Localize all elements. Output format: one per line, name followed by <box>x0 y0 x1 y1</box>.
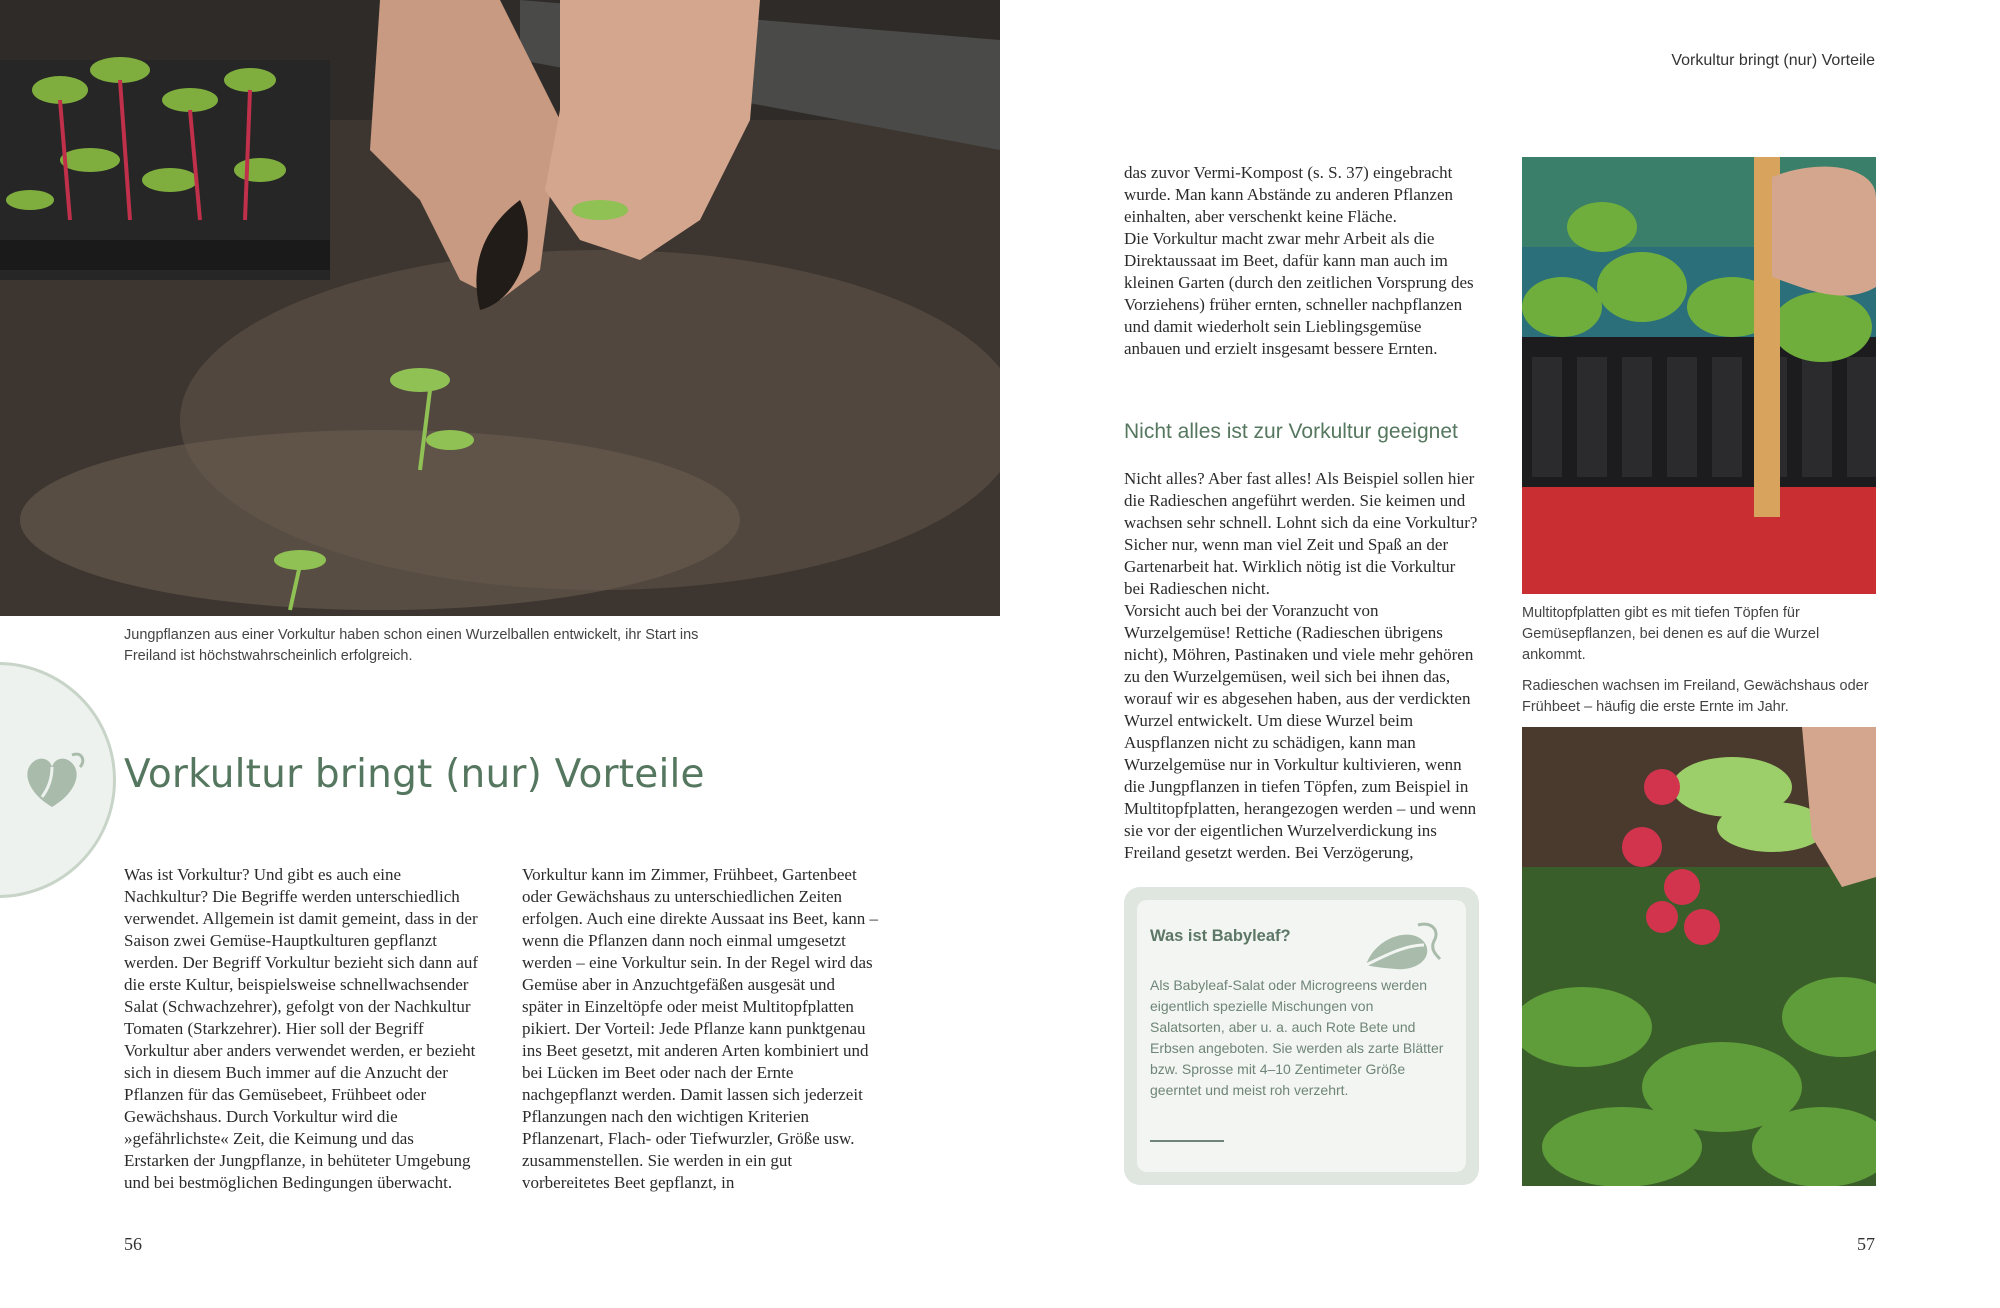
page-title: Vorkultur bringt (nur) Vorteile <box>124 752 705 797</box>
body-column-3b <box>1124 468 1480 864</box>
leaf-heart-icon <box>18 745 86 813</box>
info-box-title: Was ist Babyleaf? <box>1150 927 1291 945</box>
body-paragraph: Was ist Vorkultur? Und gibt es auch eine Nachkultur? Die Begriffe werden unterschiedlich verwendet. Allgemein ist damit gemeint, dass in der Saison zwei Gemüse-Hauptkulturen gepflanzt werden. Der Begriff Vorkultur bezieht sich dann auf die erste Kultur, beispielsweise schnellwachsender Salat (Schwachzehrer), gefolgt von der Nachkultur Tomaten (Starkzehrer). Hier soll der Begriff Vorkultur aber anders verwendet werden, er bezieht sich in diesem Buch immer auf die Anzucht der Pflanzen für das Gemüsebeet, Frühbeet oder Gewächshaus. Durch Vorkultur wird die »gefährlichste« Zeit, die Keimung und das Erstarken der Jungpflanze, in behüteter Umgebung und bei bestmöglichen Bedingungen überwacht. <box>124 865 479 1192</box>
radish-photo-caption: Radieschen wachsen im Freiland, Gewächshaus oder Frühbeet – häufig die erste Ernte im Jahr. <box>1522 678 1869 715</box>
section-subheading: Nicht alles ist zur Vorkultur geeignet <box>1124 420 1458 443</box>
body-paragraph: Nicht alles? Aber fast alles! Als Beispiel sollen hier die Radieschen angeführt werden. Sie keimen und wachsen sehr schnell. Lohnt sich da eine Vorkultur? Sicher nur, wenn man viel Zeit und Spaß an der Gartenarbeit hat. Wirklich nötig ist die Vorkultur bei Radieschen nicht. <box>1124 469 1478 598</box>
body-paragraph: Vorkultur kann im Zimmer, Frühbeet, Gartenbeet oder Gewächshaus zu unterschiedlichen Zeiten erfolgen. Auch eine direkte Aussaat ins Beet, kann – wenn die Pflanzen dann noch einmal umgesetzt werden – eine Vorkultur sein. In der Regel wird das Gemüse aber in Anzuchtgefäßen ausgesät und später in Einzeltöpfe oder meist Multitopfplatten pikiert. Der Vorteil: Jede Pflanze kann punktgenau ins Beet gesetzt, mit anderen Arten kombiniert und bei Lücken im Beet oder nach der Ernte nachgepflanzt werden. Damit lassen sich jederzeit Pflanzungen nach den wichtigen Kriterien Pflanzenart, Flach- oder Tiefwurzler, Größe usw. zusammenstellen. Sie werden in ein gut vorbereitetes Beet gepflanzt, in <box>522 865 878 1192</box>
body-paragraph: Vorsicht auch bei der Voranzucht von Wurzelgemüse! Rettiche (Radieschen übrigens nicht), Möhren, Pastinaken und viele mehr gehören zu den Wurzelgemüsen, weil sich bei ihnen das, worauf wir es abgesehen haben, aus der verdickten Wurzel entwickelt. Um diese Wurzel beim Auspflanzen nicht zu schädigen, kann man Wurzelgemüse nur in Vorkultur kultivieren, wenn die Jungpflanzen in tiefen Töpfen, zum Beispiel in Multitopfplatten, herangezogen werden – und wenn sie vor der eigentlichen Wurzelverdickung ins Freiland gesetzt werden. Bei Verzögerung, <box>1124 601 1477 862</box>
body-paragraph: das zuvor Vermi-Kompost (s. S. 37) eingebracht wurde. Man kann Abstände zu anderen Pflanzen einhalten, aber verschenkt keine Fläche. <box>1124 163 1454 226</box>
page-number-right: 57 <box>1857 1234 1875 1254</box>
page-number-left: 56 <box>124 1234 142 1254</box>
info-box-divider <box>1150 1140 1224 1142</box>
tray-photo-caption: Multitopfplatten gibt es mit tiefen Töpfen für Gemüsepflanzen, bei denen es auf die Wurzel ankommt. <box>1522 605 1820 663</box>
multipot-tray-photo <box>1522 157 1876 594</box>
babyleaf-info-box <box>1124 887 1479 1185</box>
body-column-3 <box>1124 162 1480 360</box>
left-photo-caption: Jungpflanzen aus einer Vorkultur haben schon einen Wurzelballen entwickelt, ihr Start ins Freiland ist höchstwahrscheinlich erfolgreich. <box>124 627 699 664</box>
body-column-2 <box>522 864 878 1194</box>
body-paragraph: Die Vorkultur macht zwar mehr Arbeit als die Direktaussaat im Beet, dafür kann man auch im kleinen Garten (durch den zeitlichen Vorsprung des Vorziehens) früher ernten, schneller nachpflanzen und damit wiederholt sein Lieblingsgemüse anbauen und erzielt insgesamt bessere Ernten. <box>1124 229 1474 358</box>
body-column-1 <box>124 864 480 1194</box>
radish-harvest-photo <box>1522 727 1876 1186</box>
running-head: Vorkultur bringt (nur) Vorteile <box>1671 52 1875 69</box>
leaf-icon <box>1356 915 1442 975</box>
info-box-text: Als Babyleaf-Salat oder Microgreens werden eigentlich spezielle Mischungen von Salatsorten, aber u. a. auch Rote Bete und Erbsen angeboten. Sie werden als zarte Blätter bzw. Sprosse mit 4–10 Zentimeter Größe geerntet und meist roh verzehrt. <box>1150 977 1444 1098</box>
seedling-planting-photo <box>0 0 1000 616</box>
